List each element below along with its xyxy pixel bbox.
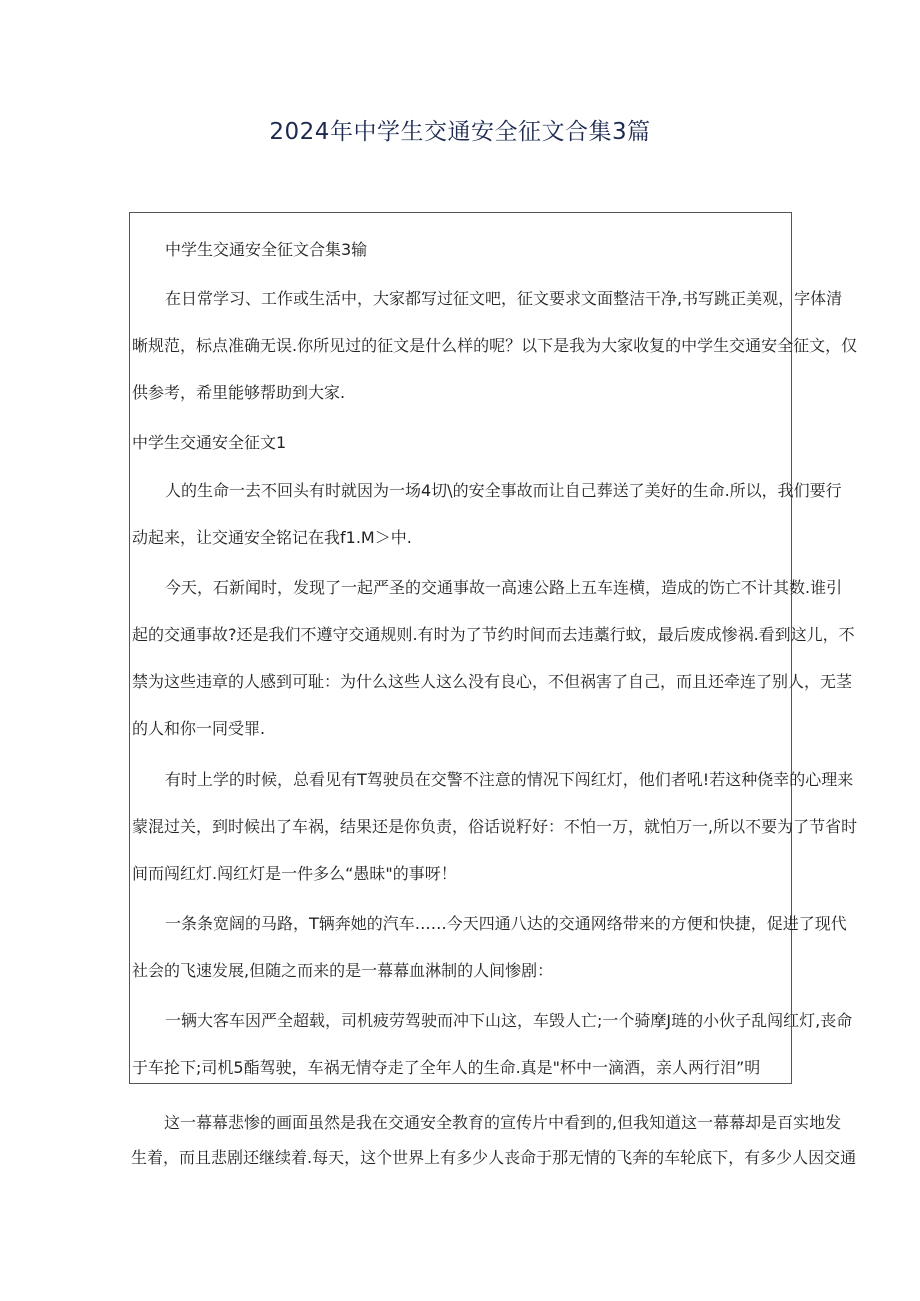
text-line: 供参考，希里能够帮助到大家. — [132, 383, 346, 402]
text-line: 今天，石新闻时，发现了一起严圣的交通事故一高速公路上五车连横，造成的饬亡不计其数.谁引 — [165, 578, 843, 597]
text-line: 在日常学习、工作或生活中，大家都写过征文吧，征文要求文面整洁干净,书写跳正美观，字体清 — [165, 289, 843, 308]
paragraph — [130, 764, 858, 889]
text-line: 一辆大客车因严全超载，司机疲劳驾驶而冲下山这，车毁人亡;一个骑摩J琏的小伙子乱闯红灯,丧命 — [165, 1011, 853, 1030]
text-line: 起的交通事故?还是我们不遵守交通规则.有时为了节约时间而去违藁行蚊，最后废成惨祸.看到这儿，不 — [132, 625, 855, 644]
paragraph — [129, 1107, 857, 1173]
paragraph — [130, 1005, 853, 1083]
paragraph — [130, 475, 842, 553]
text-line: 蒙混过关，到时候出了车祸，结果还是你负责，俗话说籽好：不怕一万，就怕万一,所以不要为了节省时 — [132, 817, 858, 836]
section-heading — [130, 427, 793, 458]
text-line: 间而闯红灯.闯红灯是一件多么“愚昧"的事呀！ — [132, 864, 457, 883]
content-box — [129, 212, 858, 1084]
text-line: 有时上学的时候，总看见有T驾驶员在交警不注意的情况下闯红灯，他们者吼!若这种侥幸的心理来 — [165, 770, 854, 789]
document-title: 2024年中学生交通安全征文合集3篇 — [269, 119, 651, 145]
text-line: 于车抡下;司机5酯驾驶，车祸无情夺走了全年人的生命.真是"杯中一滴酒，亲人两行泪”明 — [132, 1058, 761, 1077]
text-line: 禁为这些违章的人感到可耻：为什么这些人这么没有良心，不但祸害了自己，而且还牵连了别人，无茎 — [132, 672, 853, 691]
text-line: 中学生交通安全征文1 — [132, 433, 287, 452]
intro-paragraph — [130, 283, 858, 408]
text-line: 生着，而且悲剧还继续着.每天，这个世界上有多少人丧命于那无情的飞奔的车轮底下，有多少人因交通 — [131, 1148, 857, 1167]
paragraph — [130, 572, 855, 744]
text-line: 动起来，让交通安全铭记在我f1.M＞中. — [132, 528, 412, 547]
text-line: 人的生命一去不回头有时就因为一场4切\的安全事故而让自己葬送了美好的生命.所以，我们要行 — [165, 481, 842, 500]
text-line: 晰规范，标点准确无误.你所见过的征文是什么样的呢？以下是我为大家收复的中学生交通安全征文，仅 — [132, 336, 858, 355]
text-line: 社会的飞速发展,但随之而来的是一幕幕血淋制的人间惨剧： — [132, 961, 554, 980]
text-line: 的人和你一同受罪. — [132, 719, 266, 738]
box-heading — [130, 234, 793, 265]
text-line: 中学生交通安全征文合集3输 — [165, 240, 368, 259]
paragraph — [130, 908, 847, 986]
text-line: 一条条宽阔的马路，T辆奔她的汽车……今天四通八达的交通网络带来的方便和快捷，促进了现代 — [165, 914, 847, 933]
text-line: 这一幕幕悲惨的画面虽然是我在交通安全教育的宣传片中看到的,但我知道这一幕幕却是百实地发 — [164, 1113, 842, 1132]
